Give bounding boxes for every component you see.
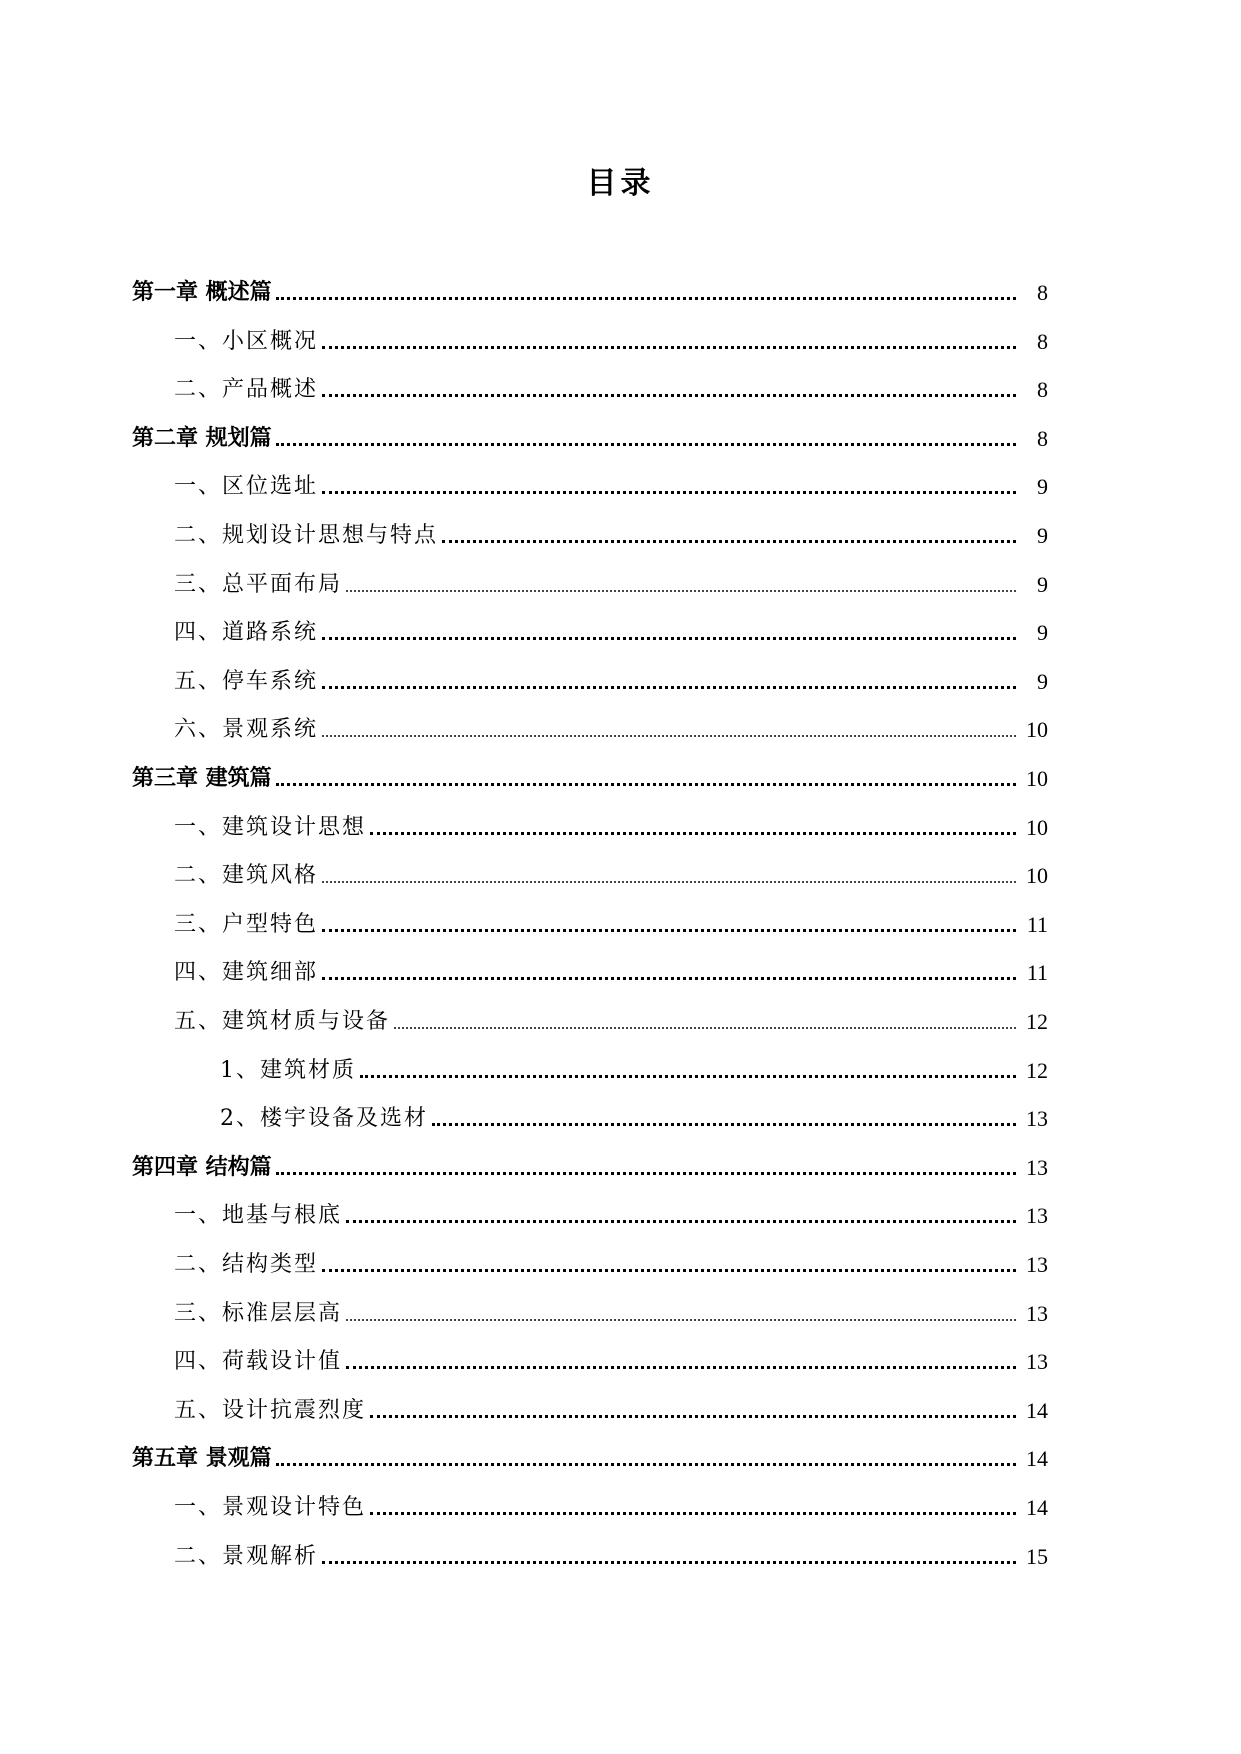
toc-entry-label: 五、停车系统 (174, 668, 319, 694)
toc-entry-label: 六、景观系统 (174, 717, 319, 743)
toc-page-number: 8 (1037, 425, 1048, 451)
toc-dot-leader (442, 540, 1016, 543)
toc-section-entry[interactable] (174, 1238, 1048, 1278)
toc-dot-leader (346, 1366, 1016, 1369)
toc-section-entry[interactable] (174, 558, 1048, 598)
toc-entry-label: 二、产品概述 (174, 377, 319, 403)
toc-entry-label: 二、建筑风格 (174, 863, 319, 889)
toc-page-number: 14 (1026, 1495, 1048, 1520)
toc-section-entry[interactable] (174, 460, 1048, 500)
toc-entry-label: 第四章 结构篇 (132, 1154, 272, 1180)
toc-section-entry[interactable] (174, 995, 1048, 1035)
toc-page-number: 10 (1026, 766, 1048, 791)
toc-page-number: 13 (1026, 1300, 1048, 1326)
toc-page-number: 14 (1026, 1397, 1048, 1423)
toc-page-number: 10 (1026, 717, 1048, 743)
toc-entry-label: 第二章 规划篇 (132, 425, 272, 451)
toc-page-number: 13 (1026, 1349, 1048, 1375)
toc-chapter-entry[interactable] (132, 1141, 1048, 1181)
toc-section-entry[interactable] (174, 946, 1048, 986)
toc-section-entry[interactable] (174, 315, 1048, 355)
toc-entry-label: 第一章 概述篇 (132, 280, 272, 305)
toc-dot-leader (432, 1123, 1016, 1126)
toc-entry-label: 四、荷载设计值 (174, 1349, 343, 1375)
toc-page-number: 9 (1037, 474, 1048, 500)
toc-chapter-entry[interactable] (132, 266, 1048, 306)
toc-section-entry[interactable] (174, 703, 1048, 743)
toc-page-number: 12 (1026, 1009, 1048, 1034)
toc-page-number: 10 (1026, 814, 1048, 840)
toc-section-entry[interactable] (174, 363, 1048, 403)
toc-entry-label: 2、楼宇设备及选材 (220, 1106, 428, 1132)
toc-dot-leader (322, 1561, 1016, 1564)
toc-entry-label: 一、景观设计特色 (174, 1495, 367, 1520)
toc-page-number: 11 (1026, 960, 1048, 986)
toc-section-entry[interactable] (174, 801, 1048, 841)
toc-entry-label: 五、设计抗震烈度 (174, 1397, 367, 1423)
toc-entry-label: 一、小区概况 (174, 328, 319, 354)
toc-dot-leader (322, 1269, 1016, 1272)
toc-dot-leader (322, 346, 1016, 349)
toc-dot-leader (322, 929, 1016, 932)
toc-section-entry[interactable] (174, 898, 1048, 938)
toc-dot-leader (394, 1027, 1016, 1029)
toc-section-entry[interactable] (174, 1335, 1048, 1375)
toc-dot-leader (346, 590, 1016, 592)
toc-page-number: 13 (1026, 1106, 1048, 1132)
page-title: 目录 (586, 166, 655, 201)
toc-page-number: 11 (1026, 911, 1048, 937)
toc-dot-leader (370, 832, 1016, 835)
toc-page-number: 14 (1026, 1446, 1048, 1472)
toc-dot-leader (370, 1512, 1016, 1515)
toc-page-number: 8 (1037, 377, 1048, 403)
toc-entry-label: 三、标准层层高 (174, 1300, 343, 1326)
toc-entry-label: 三、户型特色 (174, 911, 319, 937)
toc-page-number: 12 (1026, 1057, 1048, 1083)
toc-entry-label: 三、总平面布局 (174, 571, 343, 597)
toc-dot-leader (322, 977, 1016, 980)
toc-dot-leader (276, 1463, 1016, 1466)
toc-section-entry[interactable] (174, 655, 1048, 695)
toc-page-number: 9 (1037, 620, 1048, 646)
toc-section-entry[interactable] (174, 1384, 1048, 1424)
toc-entry-label: 二、结构类型 (174, 1252, 319, 1277)
toc-entry-label: 1、建筑材质 (220, 1057, 356, 1083)
toc-page-number: 9 (1037, 668, 1048, 694)
toc-subsection-entry[interactable] (220, 1044, 1048, 1084)
toc-section-entry[interactable] (174, 1287, 1048, 1327)
toc-entry-label: 四、建筑细部 (174, 960, 319, 986)
toc-dot-leader (322, 881, 1016, 883)
toc-page-number: 9 (1037, 571, 1048, 597)
toc-section-entry[interactable] (174, 509, 1048, 549)
toc-entry-label: 二、景观解析 (174, 1543, 319, 1569)
toc-dot-leader (276, 443, 1016, 446)
toc-section-entry[interactable] (174, 1481, 1048, 1521)
toc-dot-leader (276, 1172, 1016, 1175)
toc-dot-leader (276, 783, 1016, 786)
toc-dot-leader (322, 735, 1016, 737)
toc-page-number: 15 (1026, 1543, 1048, 1569)
toc-entry-label: 一、建筑设计思想 (174, 814, 367, 840)
toc-section-entry[interactable] (174, 606, 1048, 646)
toc-dot-leader (360, 1075, 1016, 1078)
toc-dot-leader (276, 297, 1016, 300)
toc-entry-label: 一、区位选址 (174, 474, 319, 500)
toc-entry-label: 五、建筑材质与设备 (174, 1009, 391, 1034)
toc-page-number: 8 (1037, 280, 1048, 305)
toc-section-entry[interactable] (174, 1189, 1048, 1229)
toc-chapter-entry[interactable] (132, 752, 1048, 792)
toc-page-number: 10 (1026, 863, 1048, 889)
toc-dot-leader (322, 637, 1016, 640)
toc-dot-leader (346, 1220, 1016, 1223)
toc-dot-leader (346, 1319, 1016, 1321)
toc-chapter-entry[interactable] (132, 1432, 1048, 1472)
toc-chapter-entry[interactable] (132, 412, 1048, 452)
toc-entry-label: 第三章 建筑篇 (132, 766, 272, 791)
toc-page-number: 13 (1026, 1203, 1048, 1229)
toc-section-entry[interactable] (174, 1530, 1048, 1570)
toc-page-number: 9 (1037, 523, 1048, 548)
toc-section-entry[interactable] (174, 849, 1048, 889)
toc-entry-label: 一、地基与根底 (174, 1203, 343, 1229)
toc-entry-label: 第五章 景观篇 (132, 1446, 272, 1472)
toc-page-number: 8 (1037, 328, 1048, 354)
toc-entry-label: 四、道路系统 (174, 620, 319, 646)
toc-dot-leader (370, 1415, 1016, 1418)
toc-dot-leader (322, 686, 1016, 689)
toc-page-number: 13 (1026, 1252, 1048, 1277)
toc-entry-label: 二、规划设计思想与特点 (174, 523, 439, 548)
toc-subsection-entry[interactable] (220, 1092, 1048, 1132)
toc-dot-leader (322, 394, 1016, 397)
toc-dot-leader (322, 491, 1016, 494)
toc-page-number: 13 (1026, 1154, 1048, 1180)
